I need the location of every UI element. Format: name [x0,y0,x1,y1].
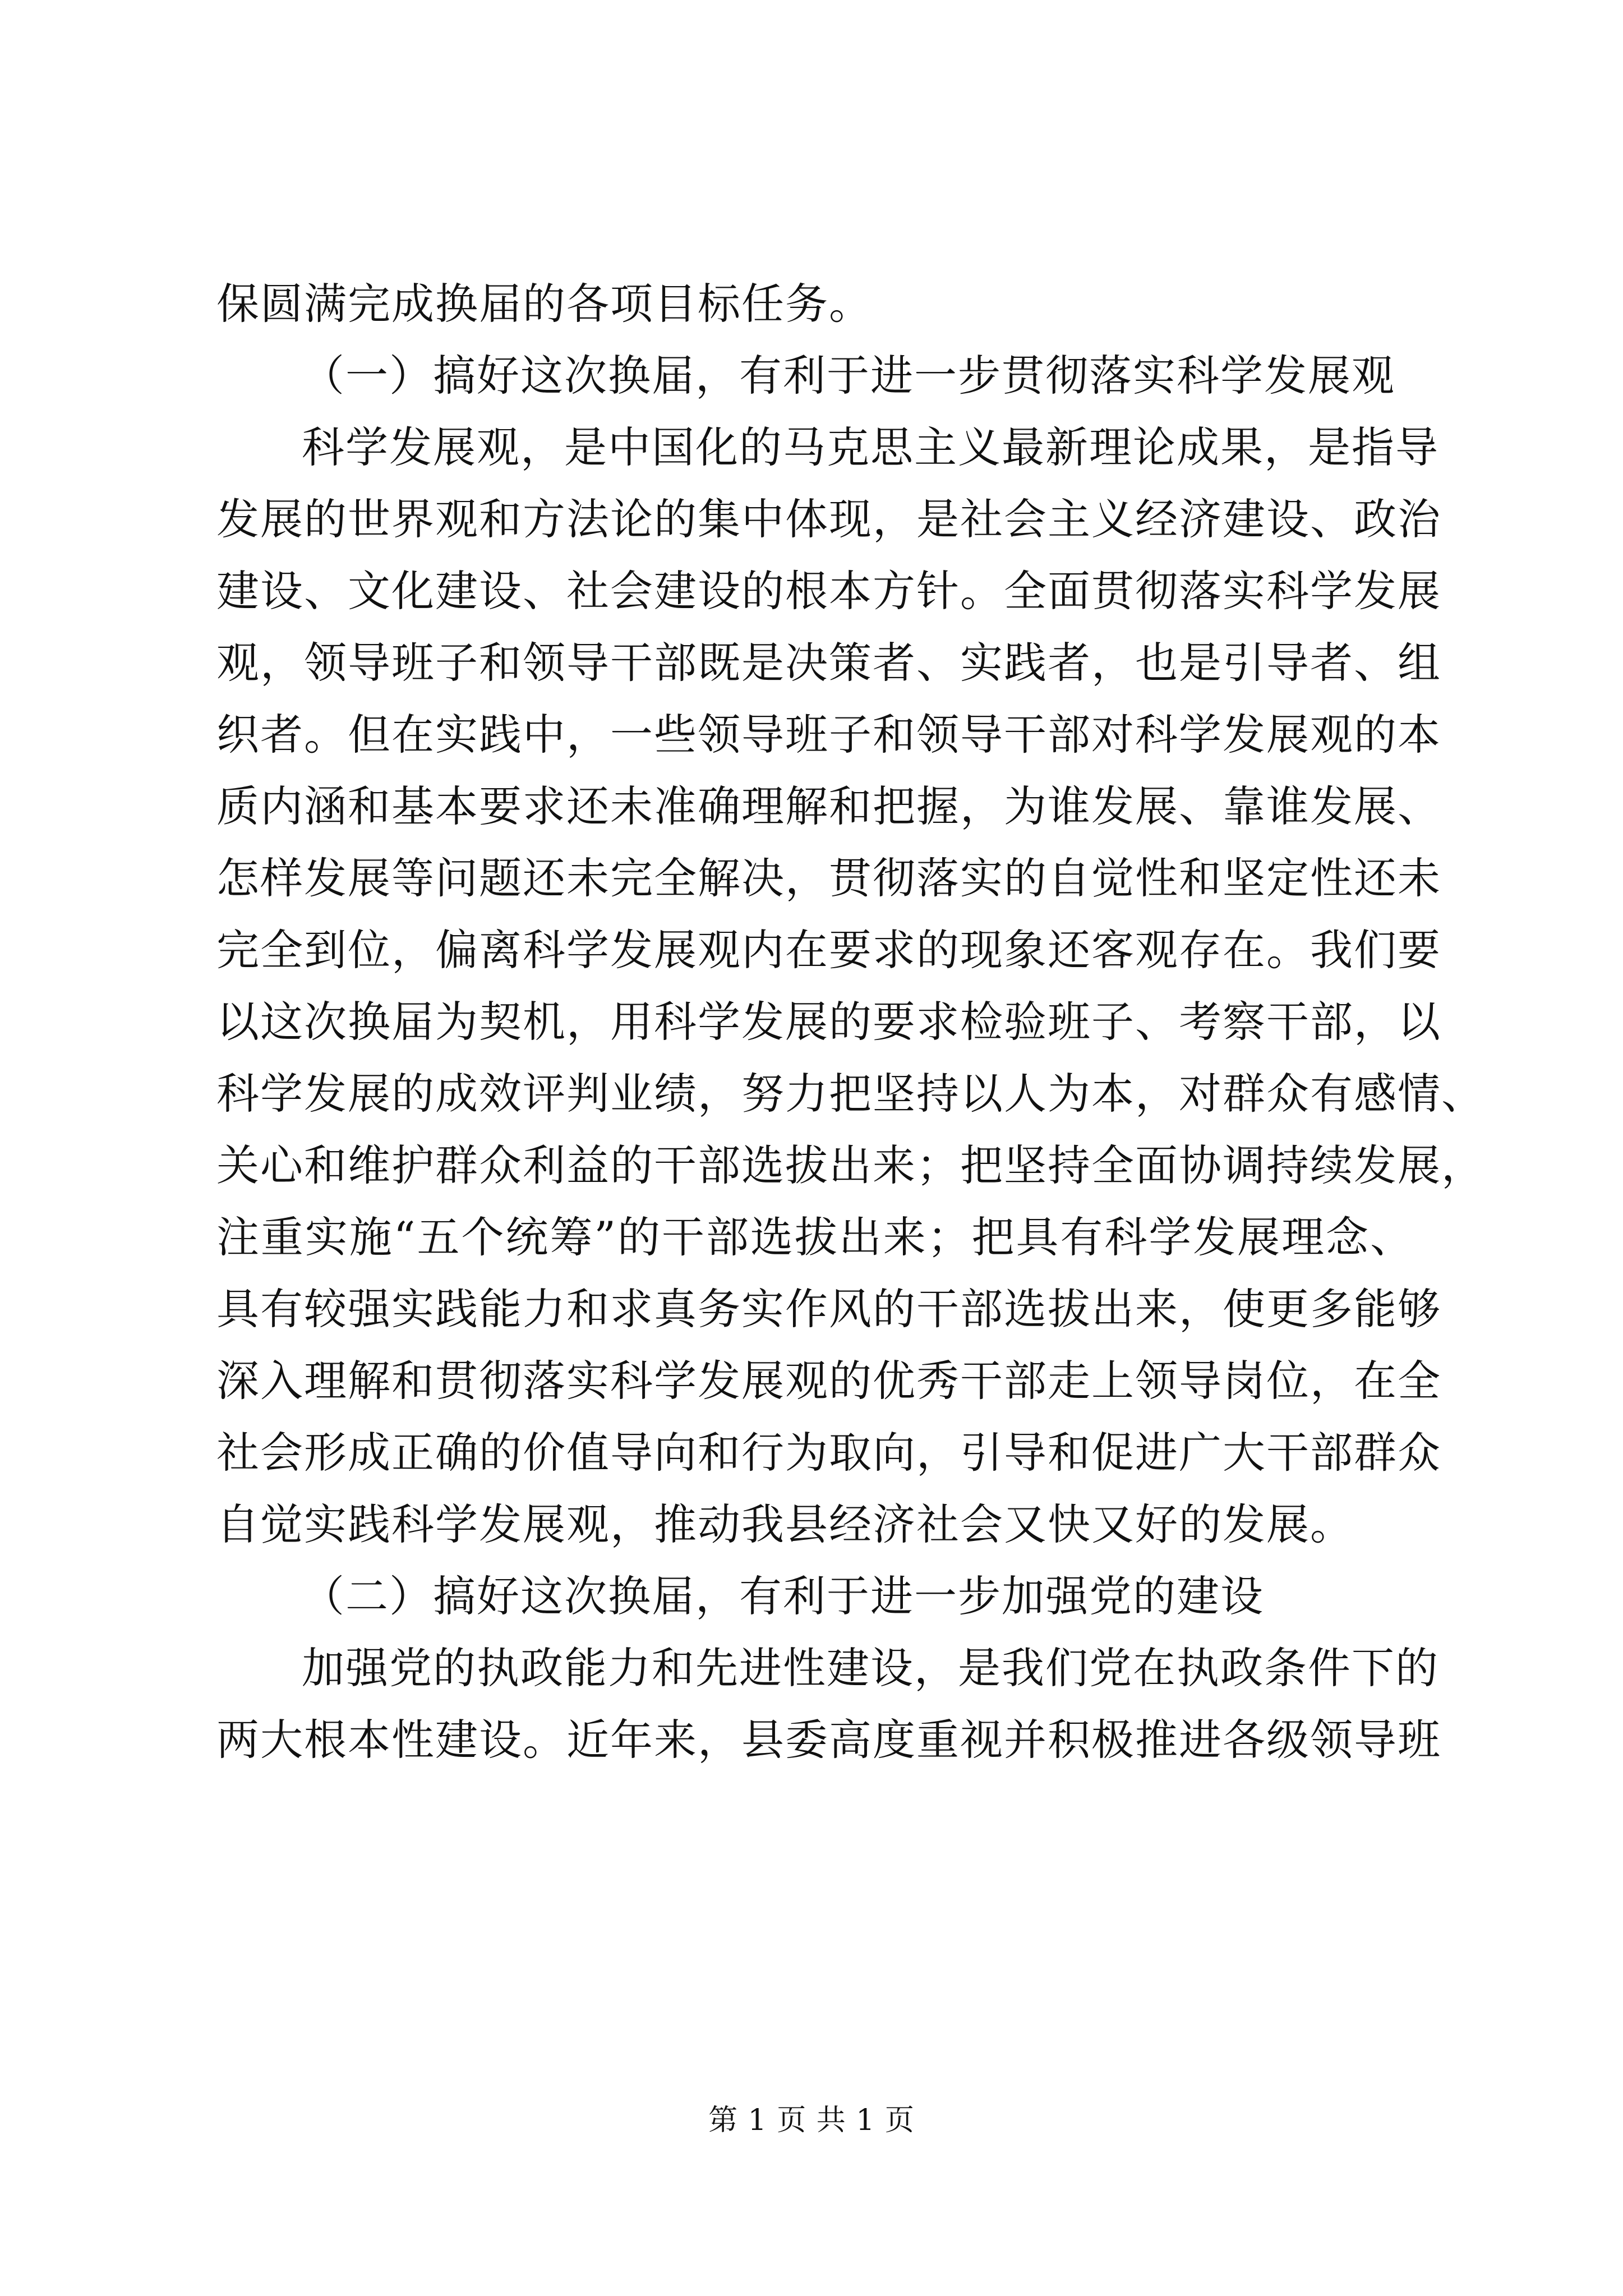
paragraph-line: 深入理解和贯彻落实科学发展观的优秀干部走上领导岗位，在全 [216,1356,1441,1406]
section-heading: （一）搞好这次换届，有利于进一步贯彻落实科学发展观 [302,351,1395,401]
paragraph-line: 科学发展的成效评判业绩，努力把坚持以人为本，对群众有感情、 [216,1069,1485,1119]
paragraph-line: 关心和维护群众利益的干部选拔出来；把坚持全面协调持续发展， [216,1140,1485,1190]
paragraph-line: 完全到位，偏离科学发展观内在要求的现象还客观存在。我们要 [216,925,1441,975]
paragraph-line: 具有较强实践能力和求真务实作风的干部选拔出来，使更多能够 [216,1284,1441,1334]
paragraph-line: 社会形成正确的价值导向和行为取向，引导和促进广大干部群众 [216,1428,1441,1478]
paragraph-line: 观，领导班子和领导干部既是决策者、实践者，也是引导者、组 [216,638,1441,688]
paragraph-line: 注重实施“五个统筹”的干部选拔出来；把具有科学发展理念、 [216,1212,1414,1262]
paragraph-line: 织者。但在实践中，一些领导班子和领导干部对科学发展观的本 [216,710,1441,760]
paragraph-line: 以这次换届为契机，用科学发展的要求检验班子、考察干部，以 [216,997,1441,1047]
paragraph-line: 科学发展观，是中国化的马克思主义最新理论成果，是指导 [302,422,1439,472]
paragraph-line: 两大根本性建设。近年来，县委高度重视并积极推进各级领导班 [216,1715,1441,1765]
paragraph-line: 自觉实践科学发展观，推动我县经济社会又快又好的发展。 [216,1499,1354,1549]
paragraph-line: 加强党的执政能力和先进性建设，是我们党在执政条件下的 [302,1643,1439,1693]
paragraph-line: 怎样发展等问题还未完全解决，贯彻落实的自觉性和坚定性还未 [216,853,1441,903]
section-heading: （二）搞好这次换届，有利于进一步加强党的建设 [302,1571,1264,1621]
paragraph-line: 质内涵和基本要求还未准确理解和把握，为谁发展、靠谁发展、 [216,781,1441,831]
paragraph-line: 保圆满完成换届的各项目标任务。 [216,279,873,329]
document-body [216,268,1485,1776]
paragraph-line: 发展的世界观和方法论的集中体现，是社会主义经济建设、政治 [216,494,1441,544]
page-footer: 第 1 页 共 1 页 [708,2104,915,2137]
paragraph-line: 建设、文化建设、社会建设的根本方针。全面贯彻落实科学发展 [216,566,1441,616]
